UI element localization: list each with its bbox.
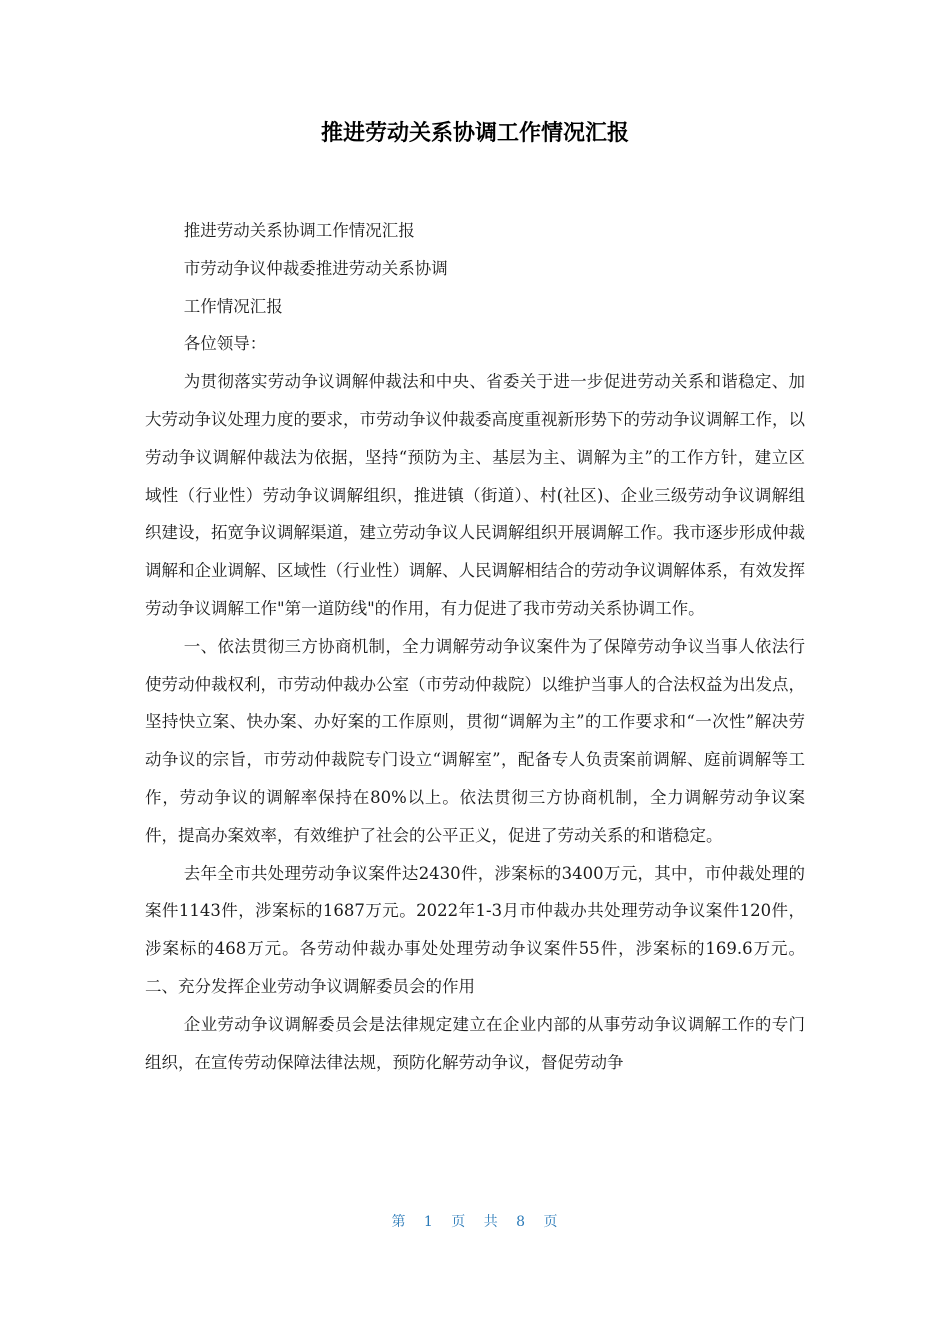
- page-number-footer: 第 1 页 共 8 页: [391, 1214, 559, 1230]
- document-title: 推进劳动关系协调工作情况汇报: [320, 121, 629, 146]
- paragraph: 去年全市共处理劳动争议案件达2430件，涉案标的3400万元，其中，市仲裁处理的案件1143件，涉案标的1687万元。2022年1-3月市仲裁办共处理劳动争议案件120件，涉案标的468万元。各劳动仲裁办事处处理劳动争议案件55件，涉案标的169.6万元。二、充分发挥企业劳动争议调解委员会的作用: [145, 863, 805, 996]
- paragraph: 推进劳动关系协调工作情况汇报: [183, 221, 415, 240]
- paragraph: 各位领导：: [183, 334, 267, 354]
- paragraph: 企业劳动争议调解委员会是法律规定建立在企业内部的从事劳动争议调解工作的专门组织，在宣传劳动保障法律法规，预防化解劳动争议，督促劳动争: [145, 1014, 805, 1072]
- paragraph: 市劳动争议仲裁委推进劳动关系协调: [183, 258, 448, 278]
- paragraph: 一、依法贯彻三方协商机制，全力调解劳动争议案件为了保障劳动争议当事人依法行使劳动仲裁权利，市劳动仲裁办公室（市劳动仲裁院）以维护当事人的合法权益为出发点，坚持快立案、快办案、办好案的工作原则，贯彻“调解为主”的工作要求和“一次性”解决劳动争议的宗旨，市劳动仲裁院专门设立“调解室”，配备专人负责案前调解、庭前调解等工作，劳动争议的调解率保持在80%以上。依法贯彻三方协商机制，全力调解劳动争议案件，提高办案效率，有效维护了社会的公平正义，促进了劳动关系的和谐稳定。: [145, 636, 805, 845]
- paragraph: 为贯彻落实劳动争议调解仲裁法和中央、省委关于进一步促进劳动关系和谐稳定、加大劳动争议处理力度的要求，市劳动争议仲裁委高度重视新形势下的劳动争议调解工作，以劳动争议调解仲裁法为依据，坚持“预防为主、基层为主、调解为主”的工作方针，建立区域性（行业性）劳动争议调解组织，推进镇（街道）、村(社区)、企业三级劳动争议调解组织建设，拓宽争议调解渠道，建立劳动争议人民调解组织开展调解工作。我市逐步形成仲裁调解和企业调解、区域性（行业性）调解、人民调解相结合的劳动争议调解体系，有效发挥劳动争议调解工作"第一道防线"的作用，有力促进了我市劳动关系协调工作。: [145, 372, 805, 618]
- document-body: [145, 212, 805, 1081]
- paragraph: 工作情况汇报: [183, 296, 283, 316]
